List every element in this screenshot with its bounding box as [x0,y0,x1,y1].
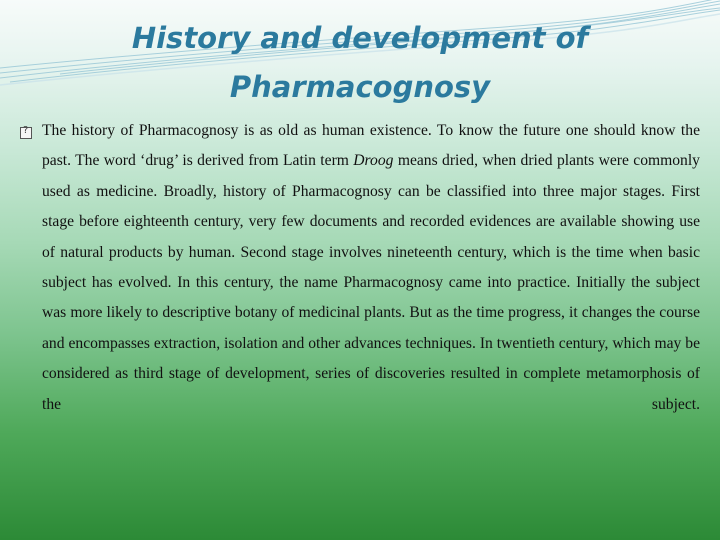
missing-glyph-box-icon [20,127,32,139]
title-line-2: Pharmacognosy [229,70,491,104]
body-text [42,116,700,420]
title-line-1: History and development of [131,21,589,55]
body-text-after: means dried, when dried plants were commonly used as medicine. Broadly, history of Pharmacognosy can be classified into three major stages. First stage before eighteenth century, very few documents and recorded evidences are available showing use of natural products by human. Second stage involves nineteenth century, which is the time when basic subject has evolved. In this century, the name Pharmacognosy came into practice. Initially the subject was more likely to descriptive botany of medicinal plants. But as the time progress, it changes the course and encompasses extraction, isolation and other advances techniques. In twentieth century, which may be considered as third stage of development, series of discoveries resulted in complete metamorphosis of the subject. [42,152,700,413]
body-text-before: The history of Pharmacognosy is as old as human existence. To know the future one should know the past. The word ‘drug’ is derived from Latin term [42,122,700,170]
page-title [110,14,610,112]
bullet-paragraph [20,116,700,420]
body-text-emphasis: Droog [353,152,394,170]
